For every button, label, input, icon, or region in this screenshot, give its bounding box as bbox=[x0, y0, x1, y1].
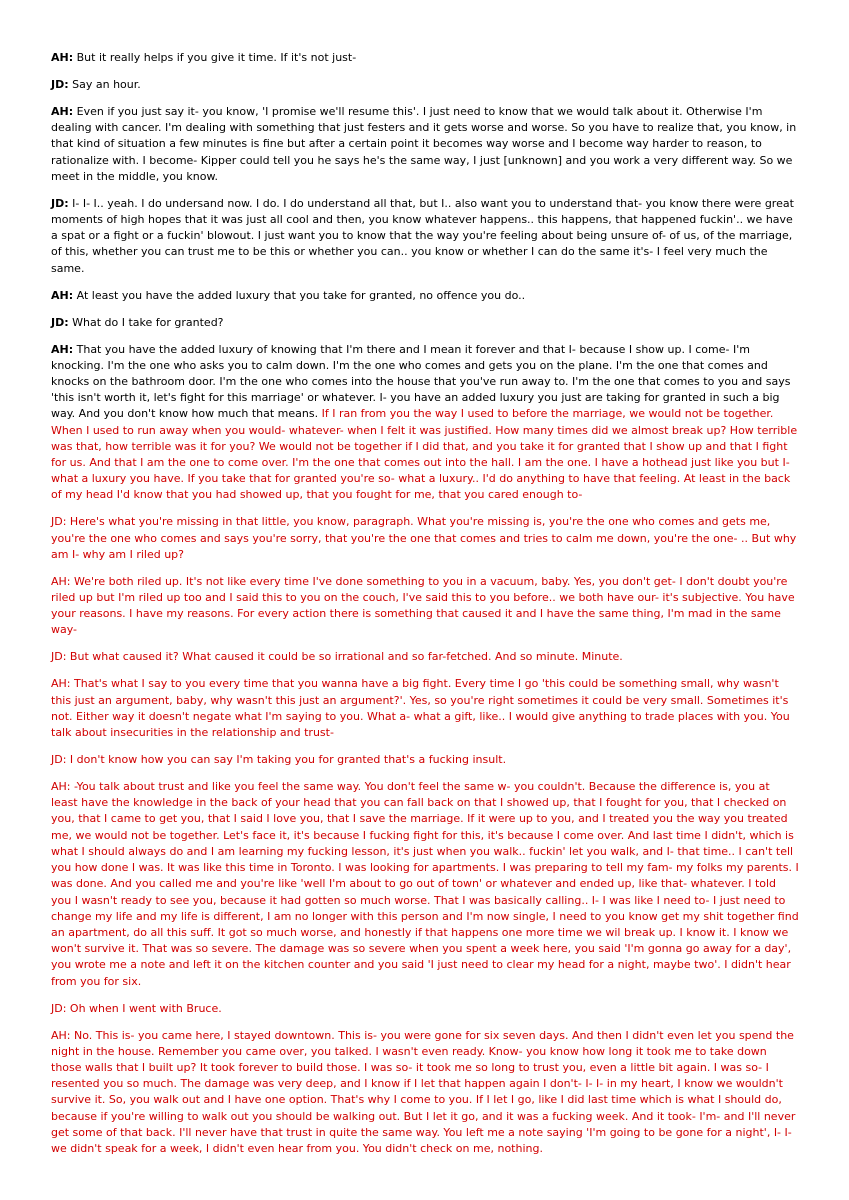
transcript-paragraph bbox=[51, 288, 799, 304]
speaker-label: JD: bbox=[51, 650, 67, 664]
transcript-paragraph bbox=[51, 514, 799, 563]
dialogue-text: But what caused it? What caused it could be so irrational and so far-fetched. And so minute. Minute. bbox=[69, 650, 623, 664]
dialogue-text: We're both riled up. It's not like every time I've done something to you in a vacuum, baby. Yes, you don't get- I don't doubt you're riled up but I'm riled up too and I said this to you on the couch, I've said this to you before.. we both have our- it's subjective. You have your reasons. I have my reasons. For every action there is something that caused it and I have the same thing, I'm mad in the same way- bbox=[51, 574, 795, 637]
transcript-paragraph bbox=[51, 752, 799, 768]
dialogue-text: That you have the added luxury of knowing that I'm there and I mean it forever and that I- because I show up. I come- I'm knocking. I'm the one who asks you to calm down. I'm the one who comes and gets you on the plane. I'm the one that comes and knocks on the bathroom door. I'm the one who comes into the house that you've run away to. I'm the one that comes to you and says 'this isn't worth it, let's fight for this marriage' or whatever. I- you have an added luxury you just are taking for granted in such a big way. And you don't know how much that means. bbox=[51, 342, 791, 421]
transcript-paragraph bbox=[51, 574, 799, 639]
speaker-label: JD: bbox=[51, 315, 69, 329]
transcript-paragraph bbox=[51, 1028, 799, 1158]
speaker-label: JD: bbox=[51, 1001, 67, 1015]
speaker-label: JD: bbox=[51, 78, 69, 91]
speaker-label: AH: bbox=[51, 574, 71, 588]
speaker-label: AH: bbox=[51, 1028, 71, 1042]
dialogue-text: What do I take for granted? bbox=[72, 315, 224, 329]
speaker-label: AH: bbox=[51, 342, 74, 356]
speaker-label: JD: bbox=[51, 753, 67, 767]
speaker-label: AH: bbox=[51, 780, 71, 794]
dialogue-text: Say an hour. bbox=[72, 78, 141, 91]
dialogue-text: -You talk about trust and like you feel the same way. You don't feel the same w- you couldn't. Because the difference is, you at least have the knowledge in the back of your head that you can fall back on that I showed up, that I fought for you, that I checked on you, that I came to get you, that I said I love you, that I save the marriage. If it were up to you, and I treated you the way you treated me, we would not be together. Let's face it, it's because I fucking fight for this, it's because I come over. And last time I didn't, which is what I should always do and I am learning my fucking lesson, it's just when you walk.. fuckin' let you walk, and I- that time.. I can't tell you how done I was. It was like this time in Toronto. I was looking for apartments. I was preparing to tell my fam- my folks my parents. I was done. And you called me and you're like 'well I'm about to go out of town' or whatever and ended up, like that- whatever. I told you I wasn't ready to see you, because it had gotten so much worse. That I was basically calling.. I- I was like I need to- I just need to change my life and my life is different, I am no longer with this person and I'm now single, I need to you know get my shit together find an apartment, do all this suff. It got so much worse, and honestly if that happens one more time we wil break up. I know it. I know we won't survive it. That was so severe. The damage was so severe when you spent a week here, you said 'I'm gonna go away for a day', you wrote me a note and left it on the kitchen counter and you said 'I just need to clear my head for a night, maybe two'. I didn't hear from you for six. bbox=[51, 780, 799, 988]
dialogue-text: But it really helps if you give it time. If it's not just- bbox=[76, 51, 357, 64]
dialogue-text: I don't know how you can say I'm taking you for granted that's a fucking insult. bbox=[69, 753, 507, 767]
speaker-label: AH: bbox=[51, 105, 74, 118]
transcript-paragraph bbox=[51, 104, 799, 185]
speaker-label: JD: bbox=[51, 515, 67, 529]
transcript-paragraph bbox=[51, 1001, 799, 1017]
transcript-paragraph bbox=[51, 649, 799, 665]
transcript-document bbox=[51, 50, 799, 1168]
transcript-paragraph bbox=[51, 196, 799, 277]
dialogue-text: That's what I say to you every time that you wanna have a big fight. Every time I go 'this could be something small, why wasn't this just an argument, baby, why wasn't this just an argument?'. Yes, so you're right sometimes it could be very small. Sometimes it's not. Either way it doesn't negate what I'm saying to you. What a- what a gift, like.. I would give anything to trade places with you. You talk about insecurities in the relationship and trust- bbox=[51, 677, 790, 740]
dialogue-text: I- I- I.. yeah. I do undersand now. I do. I do understand all that, but I.. also want you to understand that- you know there were great moments of high hopes that it was just all cool and then, you know whatever happens.. this happens, that happened fuckin'.. we have a spat or a fight or a fuckin' blowout. I just want you to know that the way you're feeling about being unsure of- of us, of the marriage, of this, whether you can trust me to be this or whether you can.. you know or whether I can do the same it's- I feel very much the same. bbox=[51, 196, 794, 275]
speaker-label: AH: bbox=[51, 51, 74, 64]
transcript-paragraph bbox=[51, 342, 799, 504]
dialogue-text: No. This is- you came here, I stayed downtown. This is- you were gone for six seven days. And then I didn't even let you spend the night in the house. Remember you came over, you talked. I wasn't even ready. Know- you know how long it took me to take down those walls that I built up? It took forever to build those. I was so- it took me so long to trust you, even a little bit again. I was so- I resented you so much. The damage was very deep, and I know if I let that happen again I don't- I- I- in my heart, I know we wouldn't survive it. So, you walk out and I have one option. That's why I come to you. If I let I go, like I did last time which is what I should do, because if you're willing to walk out you should be walking out. But I let it go, and it was a fucking week. And it took- I'm- and I'll never get some of that back. I'll never have that trust in quite the same way. You left me a note saying 'I'm going to be gone for a night', I- I- we didn't speak for a week, I didn't even hear from you. You didn't check on me, nothing. bbox=[51, 1028, 796, 1155]
speaker-label: JD: bbox=[51, 196, 69, 210]
dialogue-text: At least you have the added luxury that you take for granted, no offence you do.. bbox=[76, 288, 526, 302]
dialogue-text-highlighted: If I ran from you the way I used to before the marriage, we would not be together. When I used to run away when you would- whatever- when I felt it was justified. How many times did we almost break up? How terrible was that, how terrible was it for you? We would not be together if I did that, and you take it for granted that I show up and that I fight for us. And that I am the one to come over. I'm the one that comes out into the hall. I am the one. I have a hothead just like you but I- what a luxury you have. If you take that for granted you're so- what a luxury.. I'd do anything to have that feeling. At least in the back of my head I'd know that you had showed up, that you fought for me, that you cared enough to- bbox=[51, 407, 798, 502]
transcript-paragraph bbox=[51, 676, 799, 741]
dialogue-text: Oh when I went with Bruce. bbox=[69, 1001, 222, 1015]
dialogue-text: Here's what you're missing in that little, you know, paragraph. What you're missing is, you're the one who comes and gets me, you're the one who comes and says you're sorry, that you're the one that comes and tries to calm me down, you're the one- .. But why am I- why am I riled up? bbox=[51, 515, 797, 561]
transcript-paragraph bbox=[51, 779, 799, 990]
transcript-paragraph bbox=[51, 315, 799, 331]
speaker-label: AH: bbox=[51, 677, 71, 691]
dialogue-text: Even if you just say it- you know, 'I promise we'll resume this'. I just need to know that we would talk about it. Otherwise I'm dealing with cancer. I'm dealing with something that just festers and it gets worse and worse. So you have to realize that, you know, in that kind of situation a few minutes is fine but after a certain point it becomes way worse and I become way harder to reason, to rationalize with. I become- Kipper could tell you he says he's the same way, I just [unknown] and you work a very different way. So we meet in the middle, you know. bbox=[51, 105, 797, 183]
speaker-label: AH: bbox=[51, 288, 74, 302]
transcript-paragraph bbox=[51, 77, 799, 93]
transcript-paragraph bbox=[51, 50, 799, 66]
